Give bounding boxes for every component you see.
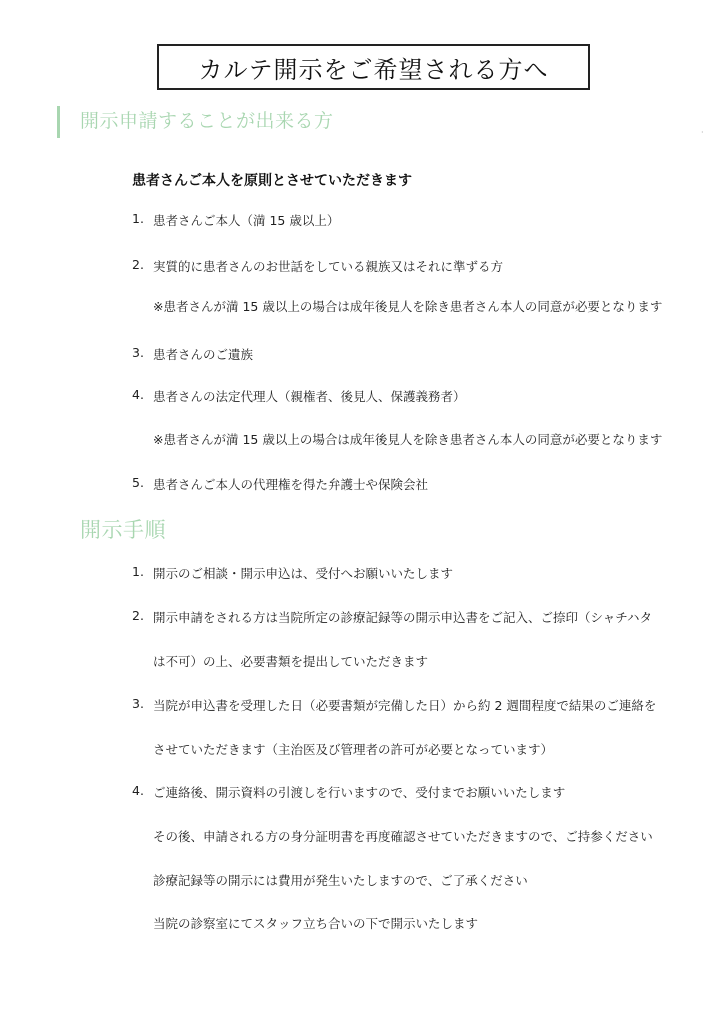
list-item: 患者さんご本人の代理権を得た弁護士や保険会社: [153, 477, 429, 492]
list-item-number: 4.: [132, 783, 144, 798]
list-item-number: 4.: [132, 387, 144, 402]
list-item-number: 1.: [132, 211, 144, 226]
list-item: 実質的に患者さんのお世話をしている親族又はそれに準ずる方: [153, 259, 504, 274]
section-heading-eligible: 開示申請することが出来る方: [80, 110, 334, 132]
list-item-number: 2.: [132, 608, 144, 623]
list-item: 開示申請をされる方は当院所定の診療記録等の開示申込書をご記入、ご捺印（シャチハタ: [153, 610, 653, 625]
list-item-number: 1.: [132, 564, 144, 579]
list-item-number: 5.: [132, 475, 144, 490]
list-item: 患者さんご本人（満 15 歳以上）: [153, 213, 340, 228]
list-item-continuation: 診療記録等の開示には費用が発生いたしますので、ご了承ください: [153, 873, 528, 888]
list-item: 開示のご相談・開示申込は、受付へお願いいたします: [153, 566, 454, 581]
page-title: カルテ開示をご希望される方へ: [157, 44, 590, 90]
list-item-continuation: させていただきます（主治医及び管理者の許可が必要となっています）: [153, 742, 554, 757]
scan-speck: ·: [701, 128, 704, 137]
list-item: 当院が申込書を受理した日（必要書類が完備した日）から約 2 週間程度で結果のご連絡を: [153, 698, 657, 713]
list-item-continuation: 当院の診察室にてスタッフ立ち合いの下で開示いたします: [153, 916, 479, 931]
list-item-number: 3.: [132, 345, 144, 360]
list-item: ご連絡後、開示資料の引渡しを行いますので、受付までお願いいたします: [153, 785, 566, 800]
section-accent-bar: [57, 106, 60, 138]
section-heading-procedure: 開示手順: [80, 518, 166, 542]
list-item: 患者さんのご遺族: [153, 347, 254, 362]
list-item: 患者さんの法定代理人（親権者、後見人、保護義務者）: [153, 389, 466, 404]
list-item-number: 3.: [132, 696, 144, 711]
list-item-continuation: は不可）の上、必要書類を提出していただきます: [153, 654, 429, 669]
list-item-continuation: その後、申請される方の身分証明書を再度確認させていただきますので、ご持参ください: [153, 829, 653, 844]
list-note: ※患者さんが満 15 歳以上の場合は成年後見人を除き患者さん本人の同意が必要となります: [153, 299, 663, 314]
list-item-number: 2.: [132, 257, 144, 272]
principle-statement: 患者さんご本人を原則とさせていただきます: [132, 173, 412, 189]
list-note: ※患者さんが満 15 歳以上の場合は成年後見人を除き患者さん本人の同意が必要となります: [153, 432, 663, 447]
